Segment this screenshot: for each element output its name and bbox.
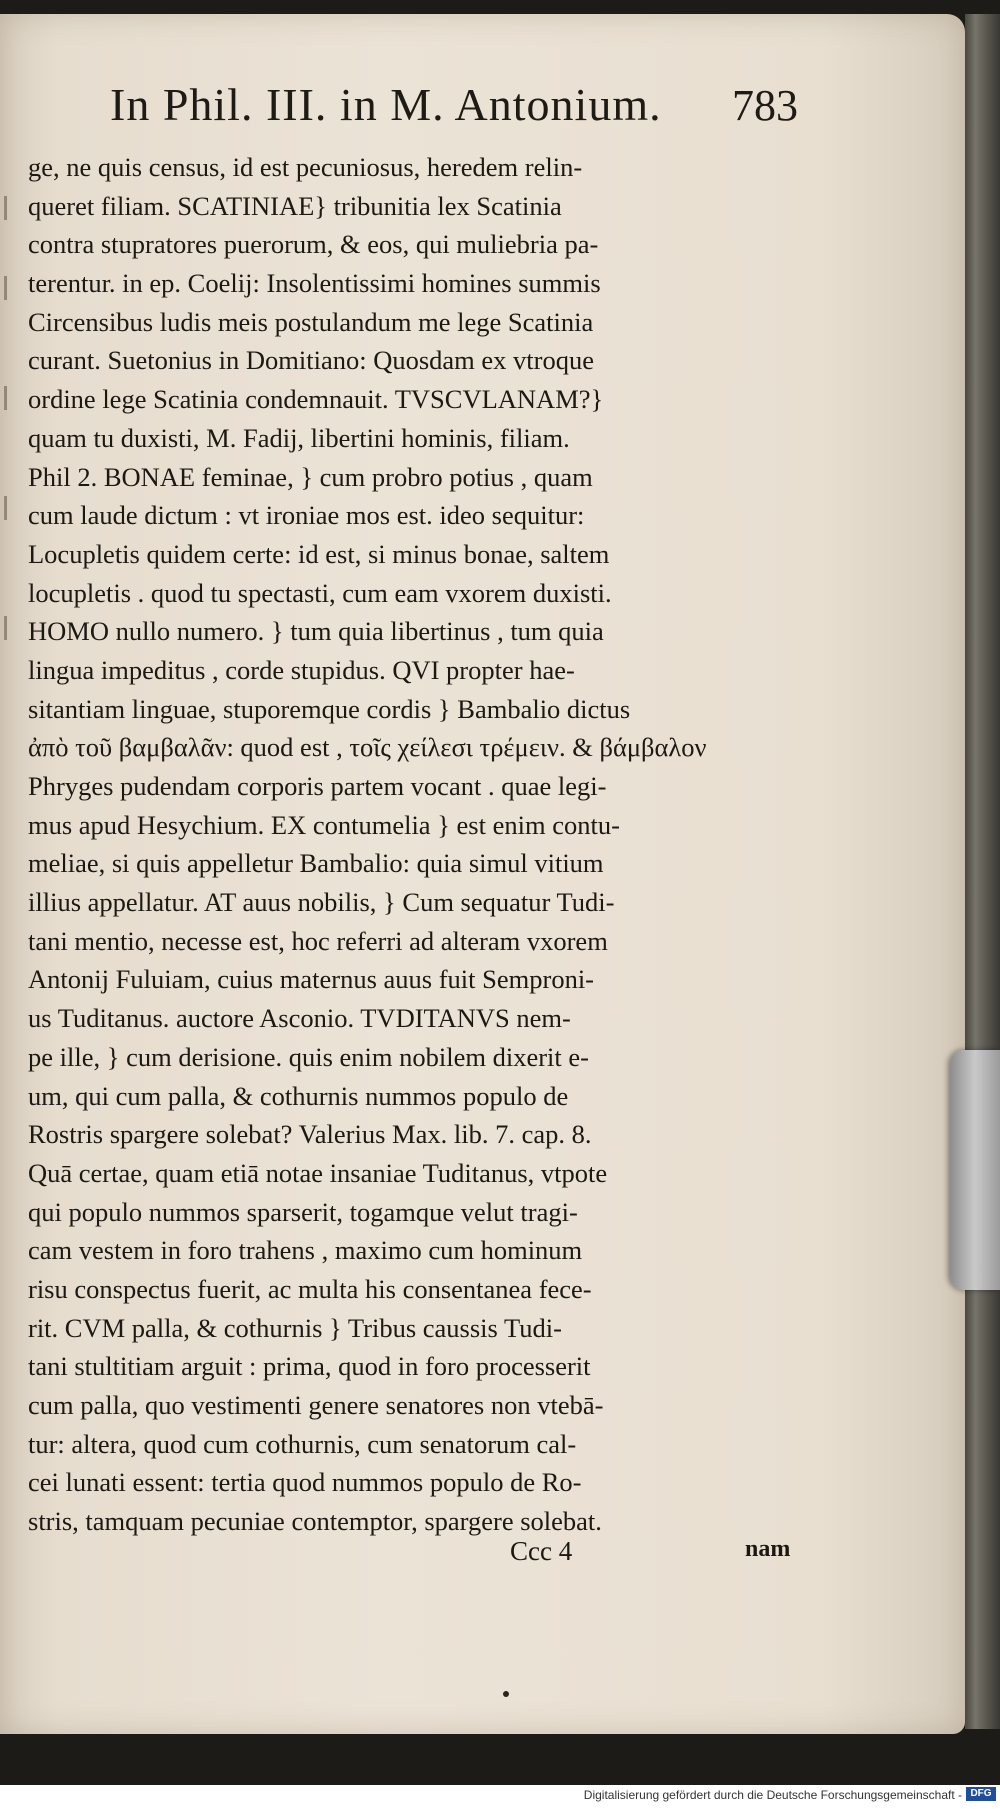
text-line: cei lunati essent: tertia quod nummos populo de Ro-	[28, 1467, 582, 1498]
text-line: cum palla, quo vestimenti genere senatores non vtebā-	[28, 1390, 604, 1420]
margin-mark	[4, 496, 7, 520]
text-line: pe ille, } cum derisione. quis enim nobilem dixerit e-	[28, 1041, 589, 1072]
text-line: sitantiam linguae, stuporemque cordis } Bambalio dictus	[28, 693, 631, 724]
text-line: us Tuditanus. auctore Asconio. TVDITANVS nem-	[28, 1003, 571, 1034]
text-line: cam vestem in foro trahens , maximo cum hominum	[28, 1235, 583, 1266]
text-line: ἀπὸ τοῦ βαμβαλᾶν: quod est , τοῖς χείλεσι τρέμειν. & βάμβαλον	[28, 732, 707, 763]
signature-mark: Ccc 4	[510, 1536, 573, 1566]
text-line: contra stupratores puerorum, & eos, qui muliebria pa-	[28, 229, 599, 260]
page-edges	[965, 14, 1000, 1729]
page-dot	[503, 1691, 509, 1697]
text-line: HOMO nullo numero. } tum quia libertinus , tum quia	[28, 616, 604, 647]
text-line: Circensibus ludis meis postulandum me lege Scatinia	[28, 306, 594, 337]
text-line: illius appellatur. AT auus nobilis, } Cum sequatur Tudi-	[28, 887, 615, 918]
text-line: tur: altera, quod cum cothurnis, cum senatorum cal-	[28, 1428, 577, 1459]
margin-mark	[4, 196, 7, 220]
body-text	[28, 148, 818, 1541]
dfg-logo: DFG	[966, 1787, 996, 1801]
page-number: 783	[732, 81, 798, 130]
digitization-credit: Digitalisierung gefördert durch die Deutsche Forschungsgemeinschaft -	[583, 1788, 962, 1802]
text-line: Rostris spargere solebat? Valerius Max. lib. 7. cap. 8.	[28, 1119, 592, 1150]
text-line: queret filiam. SCATINIAE} tribunitia lex Scatinia	[28, 190, 562, 221]
text-line: tani mentio, necesse est, hoc referri ad alteram vxorem	[28, 925, 608, 956]
text-line: Antonij Fuluiam, cuius maternus auus fuit Semproni-	[28, 964, 595, 995]
margin-mark	[4, 616, 7, 640]
text-line: um, qui cum palla, & cothurnis nummos populo de	[28, 1080, 569, 1111]
text-line: ge, ne quis census, id est pecuniosus, heredem relin-	[28, 152, 583, 182]
text-line: mus apud Hesychium. EX contumelia } est enim contu-	[28, 809, 620, 840]
text-line: curant. Suetonius in Domitiano: Quosdam ex vtroque	[28, 345, 594, 376]
text-line: ordine lege Scatinia condemnauit. TVSCVLANAM?}	[28, 384, 604, 415]
book-clasp	[950, 1050, 1000, 1290]
catchword: nam	[745, 1536, 791, 1562]
text-line: qui populo nummos sparserit, togamque velut tragi-	[28, 1196, 578, 1227]
text-line: Phil 2. BONAE feminae, } cum probro potius , quam	[28, 461, 593, 492]
text-line: tani stultitiam arguit : prima, quod in foro processerit	[28, 1351, 591, 1382]
text-line: Locupletis quidem certe: id est, si minus bonae, saltem	[28, 538, 610, 569]
text-line: stris, tamquam pecuniae contemptor, spargere solebat.	[28, 1506, 602, 1537]
text-line: lingua impeditus , corde stupidus. QVI propter hae-	[28, 654, 575, 685]
text-line: rit. CVM palla, & cothurnis } Tribus caussis Tudi-	[28, 1312, 562, 1343]
text-line: Quā certae, quam etiā notae insaniae Tuditanus, vtpote	[28, 1157, 608, 1188]
text-line: terentur. in ep. Coelij: Insolentissimi homines summis	[28, 268, 601, 299]
text-line: locupletis . quod tu spectasti, cum eam vxorem duxisti.	[28, 577, 612, 608]
margin-mark	[4, 276, 7, 300]
margin-mark	[4, 386, 7, 410]
text-line: quam tu duxisti, M. Fadij, libertini hominis, filiam.	[28, 422, 570, 453]
text-line: risu conspectus fuerit, ac multa his consentanea fece-	[28, 1273, 592, 1304]
text-line: Phryges pudendam corporis partem vocant . quae legi-	[28, 771, 607, 801]
running-title: In Phil. III. in M. Antonium.	[110, 79, 662, 130]
text-line: cum laude dictum : vt ironiae mos est. ideo sequitur:	[28, 500, 585, 531]
text-line: meliae, si quis appelletur Bambalio: quia simul vitium	[28, 848, 604, 879]
